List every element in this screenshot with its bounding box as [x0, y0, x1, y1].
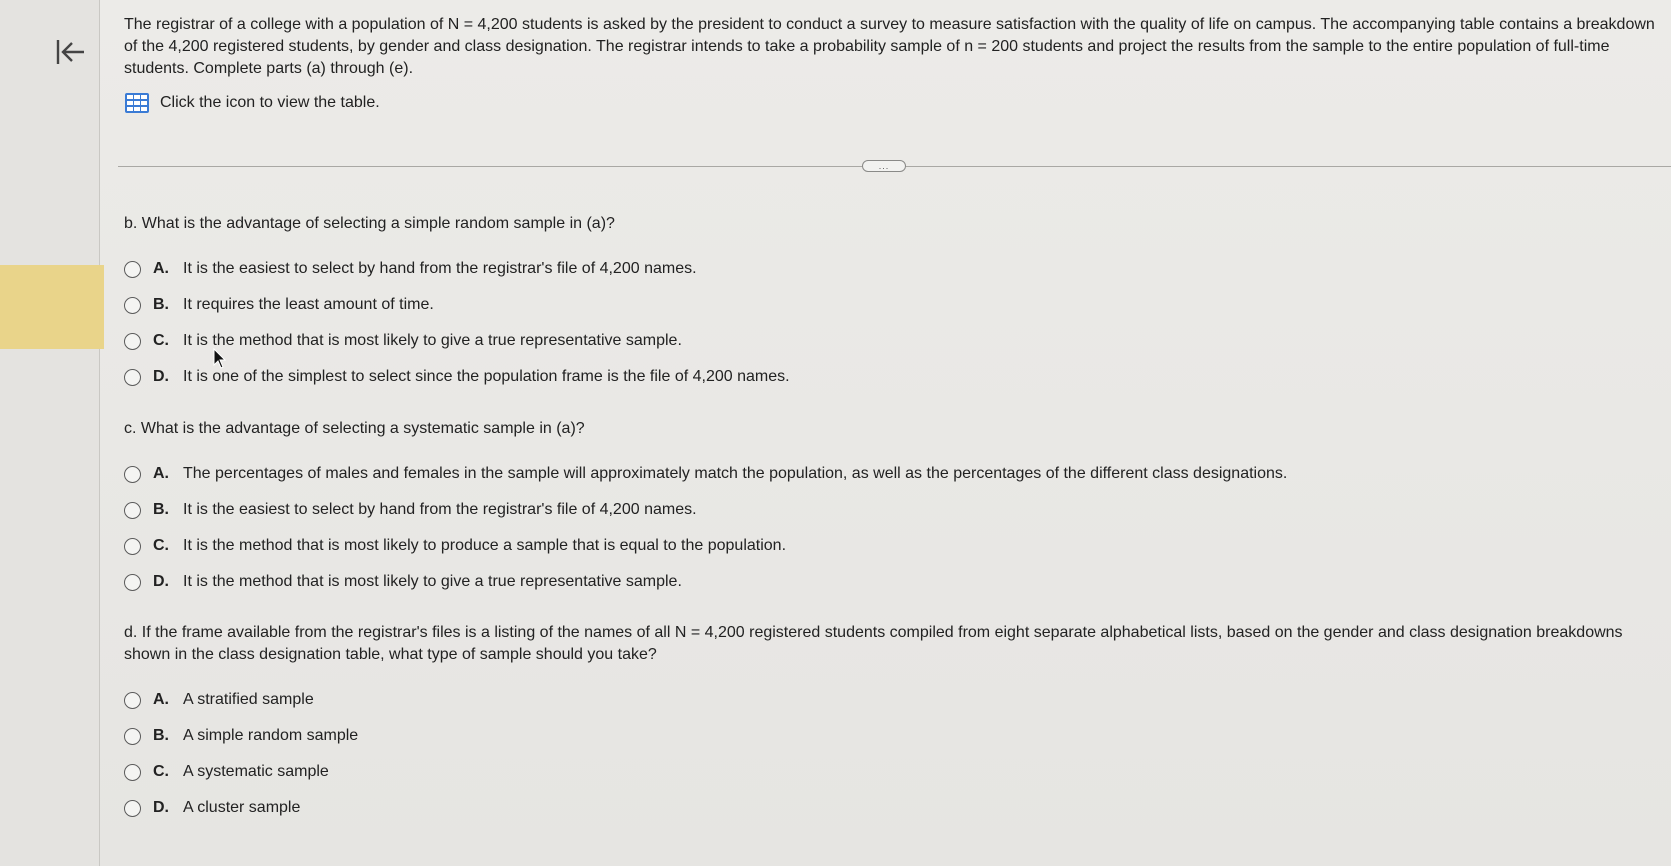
radio-button[interactable] [124, 692, 141, 709]
part-b-question: b. What is the advantage of selecting a simple random sample in (a)? [124, 215, 615, 232]
option-letter: C. [153, 537, 169, 554]
radio-button[interactable] [124, 538, 141, 555]
rail-highlight [0, 265, 104, 349]
option-text: It is the method that is most likely to give a true representative sample. [183, 573, 682, 590]
option-text: It is the method that is most likely to produce a sample that is equal to the population. [183, 537, 787, 554]
option-text: It is the method that is most likely to give a true representative sample. [183, 332, 682, 349]
option-text: It is one of the simplest to select since the population frame is the file of 4,200 names. [183, 368, 790, 385]
part-c-option-a[interactable] [124, 456, 1654, 492]
option-text: The percentages of males and females in the sample will approximately match the population, as well as the percentages of the different class designations. [183, 465, 1288, 482]
part-b-option-a[interactable] [124, 251, 1654, 287]
part-d-option-d[interactable] [124, 790, 1654, 826]
part-b-option-d[interactable] [124, 359, 1654, 395]
option-letter: B. [153, 296, 169, 313]
part-c-option-d[interactable] [124, 564, 1654, 600]
part-c-option-b[interactable] [124, 492, 1654, 528]
problem-intro: The registrar of a college with a population of N = 4,200 students is asked by the president to conduct a survey to measure satisfaction with the quality of life on campus. The accompanying table contains a breakdown of the 4,200 registered students, by gender and class designation. The registrar intends to take a probability sample of n = 200 students and project the results from the sample to the entire population of full-time students. Complete parts (a) through (e). [124, 16, 1655, 77]
option-text: It is the easiest to select by hand from the registrar's file of 4,200 names. [183, 501, 697, 518]
option-letter: D. [153, 799, 169, 816]
radio-button[interactable] [124, 574, 141, 591]
option-letter: A. [153, 465, 169, 482]
radio-button[interactable] [124, 369, 141, 386]
option-letter: D. [153, 368, 169, 385]
part-d [124, 622, 1654, 826]
table-link-label: Click the icon to view the table. [160, 94, 380, 111]
radio-button[interactable] [124, 466, 141, 483]
option-letter: B. [153, 727, 169, 744]
part-c-option-c[interactable] [124, 528, 1654, 564]
part-d-question: d. If the frame available from the registrar's files is a listing of the names of all N = 4,200 registered students compiled from eight separate alphabetical lists, based on the gender and class designation breakdowns shown in the class designation table, what type of sample should you take? [124, 624, 1623, 663]
radio-button[interactable] [124, 333, 141, 350]
radio-button[interactable] [124, 297, 141, 314]
problem-header [124, 14, 1664, 114]
table-link [124, 92, 1664, 114]
option-text: A systematic sample [183, 763, 329, 780]
part-b-option-b[interactable] [124, 287, 1654, 323]
part-c-question: c. What is the advantage of selecting a systematic sample in (a)? [124, 420, 585, 437]
expand-handle-dots: ... [878, 161, 890, 171]
part-d-option-b[interactable] [124, 718, 1654, 754]
radio-button[interactable] [124, 764, 141, 781]
radio-button[interactable] [124, 728, 141, 745]
option-text: A simple random sample [183, 727, 359, 744]
arrow-left-to-bar-icon [55, 37, 87, 67]
option-letter: B. [153, 501, 169, 518]
radio-button[interactable] [124, 261, 141, 278]
left-rail [0, 0, 100, 866]
expand-handle[interactable] [862, 160, 906, 172]
option-letter: C. [153, 332, 169, 349]
part-c [124, 418, 1654, 600]
option-text: It is the easiest to select by hand from the registrar's file of 4,200 names. [183, 260, 697, 277]
option-text: A stratified sample [183, 691, 314, 708]
part-b-option-c[interactable] [124, 323, 1654, 359]
radio-button[interactable] [124, 800, 141, 817]
part-b [124, 213, 1654, 395]
option-letter: A. [153, 691, 169, 708]
mouse-pointer-icon [213, 348, 227, 370]
collapse-panel-button[interactable] [52, 34, 90, 70]
option-text: A cluster sample [183, 799, 301, 816]
option-letter: C. [153, 763, 169, 780]
option-text: It requires the least amount of time. [183, 296, 434, 313]
part-d-option-a[interactable] [124, 682, 1654, 718]
part-d-option-c[interactable] [124, 754, 1654, 790]
table-icon[interactable] [124, 92, 150, 114]
option-letter: D. [153, 573, 169, 590]
option-letter: A. [153, 260, 169, 277]
radio-button[interactable] [124, 502, 141, 519]
